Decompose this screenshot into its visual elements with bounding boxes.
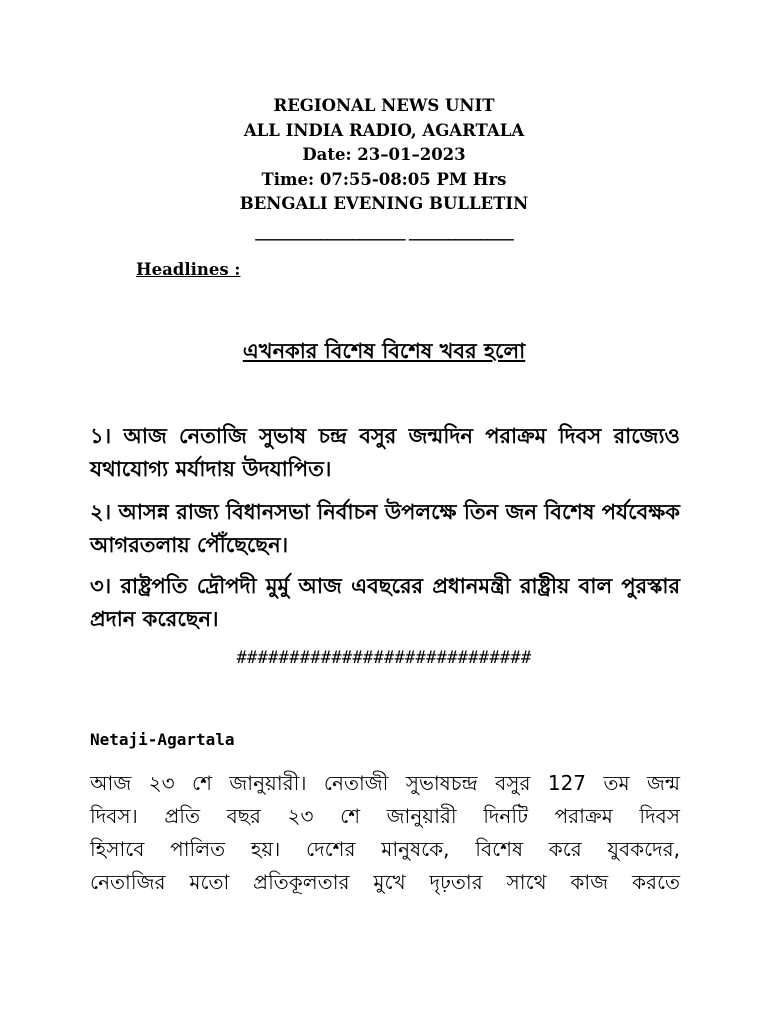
story-line: হিসাবে পালিত হয়। দেশের মানুষকে, বিশেষ করে যুবকদের, (90, 837, 680, 861)
header-station: ALL INDIA RADIO, AGARTALA (243, 120, 525, 140)
headlines-subtitle: এখনকার বিশেষ বিশেষ খবর হলো (242, 339, 526, 363)
story-slug: Netaji-Agartala (90, 730, 235, 749)
header-date: Date: 23–01–2023 (302, 145, 466, 165)
section-separator: ############################ (236, 648, 532, 668)
headline-item-2: ২। আসন্ন রাজ্য বিধানসভা নির্বাচন উপলক্ষে তিন জন বিশেষ পর্যবেক্ষক আগরতলায় পৌঁছেছেন। (90, 500, 680, 557)
headline-item-3: ৩। রাষ্ট্রপতি দ্রৌপদী মুর্মু আজ এবছরের প্রধানমন্ত্রী রাষ্ট্রীয় বাল পুরস্কার প্রদান করেছেন। (90, 574, 680, 631)
story-line: দিবস। প্রতি বছর ২৩ শে জানুয়ারী দিনটি পরাক্রম দিবস (90, 804, 680, 828)
headlines-label: Headlines : (136, 260, 241, 279)
story-line: নেতাজির মতো প্রতিকূলতার মুখে দৃঢ়তার সাথে কাজ করতে (90, 870, 680, 894)
bulletin-header (0, 94, 768, 217)
story-body (90, 767, 680, 899)
header-divider: _______________________ ________________ (255, 223, 513, 241)
header-unit: REGIONAL NEWS UNIT (273, 96, 495, 115)
story-line: আজ ২৩ শে জানুয়ারী। নেতাজী সুভাষচন্দ্র বসুর 127 তম জন্ম (90, 771, 680, 795)
headline-item-1: ১। আজ নেতাজি সুভাষ চন্দ্র বসুর জন্মদিন পরাক্রম দিবস রাজ্যেও যথাযোগ্য মর্যাদায় উদযাপিত। (90, 424, 680, 481)
header-time: Time: 07:55-08:05 PM Hrs (261, 169, 507, 189)
header-bulletin-name: BENGALI EVENING BULLETIN (239, 194, 529, 214)
